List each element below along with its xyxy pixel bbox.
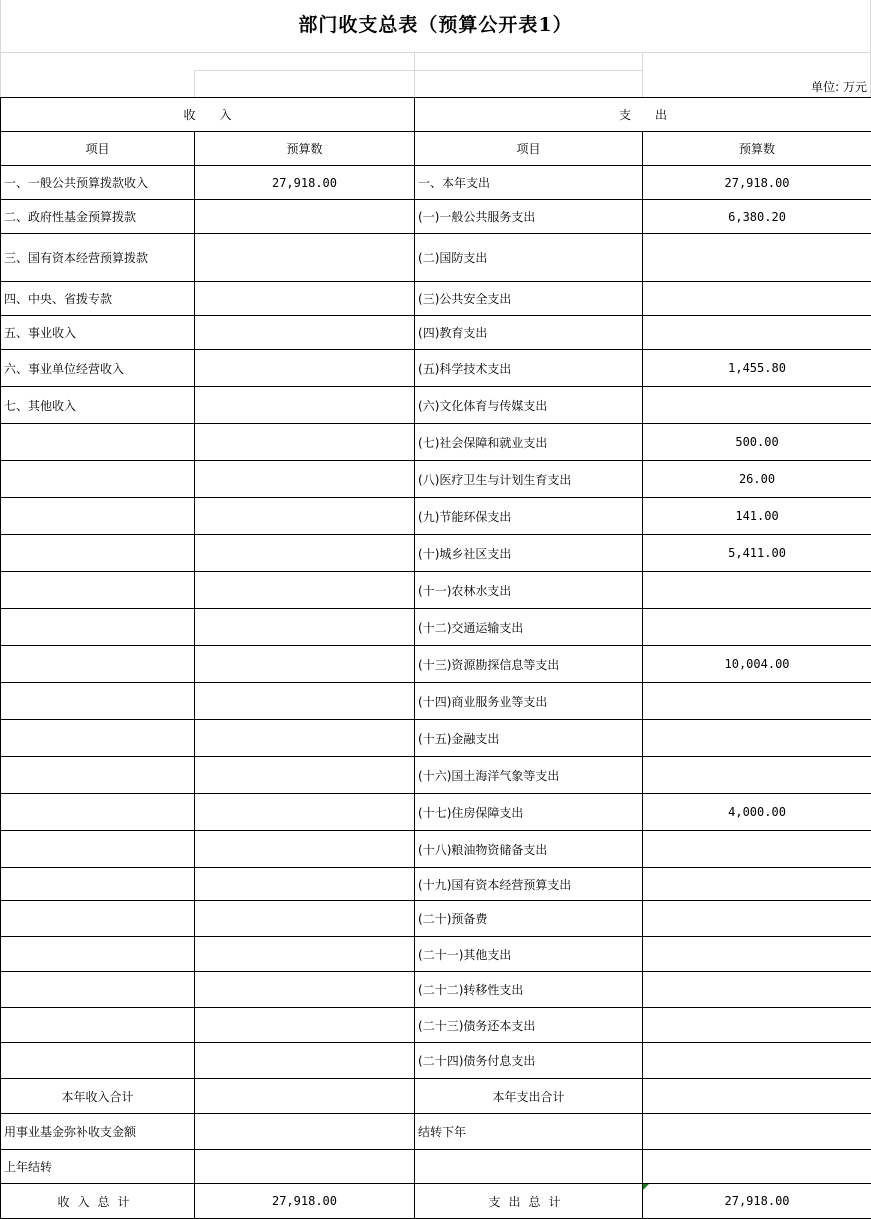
expense-item: (十五)金融支出	[415, 720, 643, 757]
table-row	[1, 609, 871, 646]
table-row	[1, 794, 871, 831]
table-row	[1, 316, 871, 350]
income-item: 五、事业收入	[1, 316, 195, 350]
income-item	[1, 937, 195, 972]
gridline	[194, 70, 195, 97]
table-row	[1, 1043, 871, 1079]
expense-subtotal-value	[643, 1079, 871, 1114]
expense-item: (二十三)债务还本支出	[415, 1008, 643, 1043]
gridline	[414, 52, 415, 97]
income-value	[195, 646, 415, 683]
table-row	[1, 646, 871, 683]
expense-item: (一)一般公共服务支出	[415, 200, 643, 234]
table-row	[1, 535, 871, 572]
income-value	[195, 498, 415, 535]
income-item	[1, 794, 195, 831]
expense-value	[643, 572, 871, 609]
expense-value	[643, 901, 871, 937]
income-item	[1, 646, 195, 683]
expense-item: (十八)粮油物资储备支出	[415, 831, 643, 868]
income-value	[195, 683, 415, 720]
gridline	[642, 52, 643, 97]
income-value	[195, 937, 415, 972]
income-item	[1, 609, 195, 646]
table-row	[1, 937, 871, 972]
expense-subtotal-label: 本年支出合计	[415, 1079, 643, 1114]
income-value	[195, 609, 415, 646]
income-item	[1, 461, 195, 498]
expense-item: (七)社会保障和就业支出	[415, 424, 643, 461]
total-row	[1, 1184, 871, 1219]
page-title: 部门收支总表（预算公开表1）	[298, 14, 573, 36]
expense-item: (十四)商业服务业等支出	[415, 683, 643, 720]
expense-value	[643, 868, 871, 901]
expense-value	[643, 1043, 871, 1079]
expense-value	[643, 831, 871, 868]
expense-value: 500.00	[643, 424, 871, 461]
expense-section-header: 支 出	[415, 98, 871, 132]
expense-value	[643, 720, 871, 757]
table-row	[1, 972, 871, 1008]
table-row	[1, 461, 871, 498]
income-value	[195, 461, 415, 498]
expense-total-label: 支出总计	[415, 1184, 643, 1219]
income-value	[195, 350, 415, 387]
income-item	[1, 498, 195, 535]
table-row	[1, 1114, 871, 1150]
expense-item: (二十二)转移性支出	[415, 972, 643, 1008]
income-value	[195, 234, 415, 282]
income-item	[1, 683, 195, 720]
income-value: 27,918.00	[195, 166, 415, 200]
expense-value	[643, 387, 871, 424]
income-item: 四、中央、省拨专款	[1, 282, 195, 316]
expense-value	[643, 609, 871, 646]
expense-budget-header: 预算数	[643, 132, 871, 166]
expense-item: (二)国防支出	[415, 234, 643, 282]
income-item: 二、政府性基金预算拨款	[1, 200, 195, 234]
income-value	[195, 868, 415, 901]
expense-item: (二十一)其他支出	[415, 937, 643, 972]
table-row	[1, 387, 871, 424]
income-subtotal-value	[195, 1079, 415, 1114]
income-value	[195, 282, 415, 316]
unit-label: 单位: 万元	[811, 80, 867, 94]
expense-item: (十九)国有资本经营预算支出	[415, 868, 643, 901]
table-row	[1, 200, 871, 234]
expense-value: 27,918.00	[643, 166, 871, 200]
gridline	[414, 70, 642, 71]
expense-item: (十三)资源勘探信息等支出	[415, 646, 643, 683]
income-item: 上年结转	[1, 1150, 195, 1184]
table-row	[1, 234, 871, 282]
income-value	[195, 1114, 415, 1150]
expense-value	[643, 757, 871, 794]
income-value	[195, 424, 415, 461]
table-row	[1, 498, 871, 535]
section-header-row	[1, 98, 871, 132]
income-item	[1, 831, 195, 868]
subtotal-row	[1, 1079, 871, 1114]
gridline	[0, 0, 1, 97]
expense-item: (二十)预备费	[415, 901, 643, 937]
income-item	[1, 757, 195, 794]
income-item	[1, 972, 195, 1008]
income-section-header: 收 入	[1, 98, 415, 132]
table-row	[1, 757, 871, 794]
table-row	[1, 572, 871, 609]
income-item	[1, 535, 195, 572]
expense-value	[643, 1114, 871, 1150]
income-value	[195, 720, 415, 757]
table-row	[1, 831, 871, 868]
column-header-row	[1, 132, 871, 166]
expense-item: 结转下年	[415, 1114, 643, 1150]
expense-item: (十)城乡社区支出	[415, 535, 643, 572]
expense-value	[643, 234, 871, 282]
table-row	[1, 720, 871, 757]
expense-item: (四)教育支出	[415, 316, 643, 350]
expense-value: 141.00	[643, 498, 871, 535]
income-subtotal-label: 本年收入合计	[1, 1079, 195, 1114]
expense-item: (九)节能环保支出	[415, 498, 643, 535]
income-item	[1, 424, 195, 461]
income-value	[195, 901, 415, 937]
income-value	[195, 794, 415, 831]
income-item	[1, 572, 195, 609]
income-item	[1, 868, 195, 901]
income-value	[195, 200, 415, 234]
expense-item: (八)医疗卫生与计划生育支出	[415, 461, 643, 498]
expense-item: (三)公共安全支出	[415, 282, 643, 316]
expense-item: (二十四)债务付息支出	[415, 1043, 643, 1079]
income-value	[195, 535, 415, 572]
expense-item: 一、本年支出	[415, 166, 643, 200]
expense-value	[643, 1150, 871, 1184]
expense-value: 6,380.20	[643, 200, 871, 234]
table-row	[1, 424, 871, 461]
income-item-header: 项目	[1, 132, 195, 166]
income-value	[195, 387, 415, 424]
income-value	[195, 572, 415, 609]
expense-value	[643, 972, 871, 1008]
expense-item: (六)文化体育与传媒支出	[415, 387, 643, 424]
expense-total-value: 27,918.00	[643, 1184, 871, 1219]
table-row	[1, 282, 871, 316]
expense-item: (十六)国土海洋气象等支出	[415, 757, 643, 794]
expense-value	[643, 937, 871, 972]
expense-value: 10,004.00	[643, 646, 871, 683]
expense-item	[415, 1150, 643, 1184]
income-value	[195, 972, 415, 1008]
expense-value: 26.00	[643, 461, 871, 498]
budget-table	[0, 97, 871, 1219]
income-item: 七、其他收入	[1, 387, 195, 424]
expense-value	[643, 683, 871, 720]
income-value	[195, 316, 415, 350]
income-budget-header: 预算数	[195, 132, 415, 166]
gridline	[0, 52, 871, 53]
gridline	[194, 70, 414, 71]
income-item: 一、一般公共预算拨款收入	[1, 166, 195, 200]
expense-value: 4,000.00	[643, 794, 871, 831]
income-value	[195, 1008, 415, 1043]
expense-value	[643, 1008, 871, 1043]
expense-value	[643, 316, 871, 350]
table-row	[1, 868, 871, 901]
expense-value: 5,411.00	[643, 535, 871, 572]
table-row	[1, 1150, 871, 1184]
table-row	[1, 901, 871, 937]
expense-item: (五)科学技术支出	[415, 350, 643, 387]
table-row	[1, 683, 871, 720]
income-value	[195, 1043, 415, 1079]
income-value	[195, 831, 415, 868]
income-item	[1, 1008, 195, 1043]
income-total-value: 27,918.00	[195, 1184, 415, 1219]
income-item	[1, 901, 195, 937]
income-item: 六、事业单位经营收入	[1, 350, 195, 387]
expense-value	[643, 282, 871, 316]
income-item	[1, 720, 195, 757]
expense-item-header: 项目	[415, 132, 643, 166]
income-item: 三、国有资本经营预算拨款	[1, 234, 195, 282]
income-total-label: 收入总计	[1, 1184, 195, 1219]
income-value	[195, 757, 415, 794]
income-item	[1, 1043, 195, 1079]
expense-value: 1,455.80	[643, 350, 871, 387]
table-row	[1, 350, 871, 387]
income-value	[195, 1150, 415, 1184]
expense-item: (十二)交通运输支出	[415, 609, 643, 646]
table-row	[1, 166, 871, 200]
expense-item: (十七)住房保障支出	[415, 794, 643, 831]
table-row	[1, 1008, 871, 1043]
income-item: 用事业基金弥补收支金额	[1, 1114, 195, 1150]
expense-item: (十一)农林水支出	[415, 572, 643, 609]
